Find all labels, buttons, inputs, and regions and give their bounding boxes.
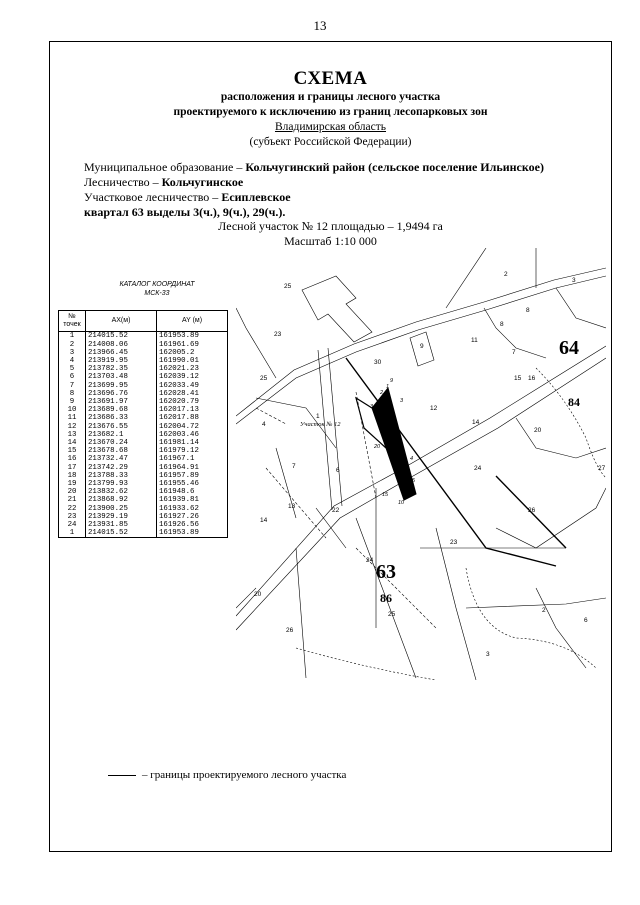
point-number-cell: 2 [59,341,86,349]
subdivision-line-k [516,418,606,458]
point-label: 15 [382,492,389,498]
building-1 [302,276,372,342]
header-ax: AX(м) [86,311,157,332]
coordinate-row [59,521,228,529]
ax-cell: 213832.62 [86,488,157,496]
point-number-cell: 10 [59,406,86,414]
ax-cell: 214015.52 [86,332,157,341]
road-edge-upper [236,346,606,616]
point-number-cell: 5 [59,365,86,373]
coordinate-row [59,398,228,406]
subdivision-label: 11 [471,337,478,344]
coordinate-catalog [58,280,236,538]
ay-cell: 161979.12 [157,447,228,455]
subdivision-line-b [236,308,276,378]
subdivision-label: 1 [316,413,320,420]
subdivision-label: 6 [584,617,588,624]
subdivision-label: 20 [534,427,542,434]
municipality-line [84,160,544,175]
subdivision-label: 4 [262,421,266,428]
header-n-word: точек [63,321,81,329]
subdivision-label: 23 [274,331,282,338]
coordinate-row [59,455,228,463]
subdivision-line-j [496,488,606,548]
plot-label: Участок № 12 [300,421,341,428]
region-name: Владимирская область [274,121,387,133]
site-map [236,248,606,680]
district-label: Участковое лесничество – [84,190,222,204]
point-number-cell: 18 [59,472,86,480]
subdivision-line-l [536,588,586,668]
subdivision-line-i [466,598,606,608]
catalog-title-line-1: КАТАЛОГ КООРДИНАТ [119,281,195,288]
coordinate-row [59,390,228,398]
subdivision-label: 22 [332,507,340,514]
subdivision-label: 25 [388,611,396,618]
legend-text: – границы проектируемого лесного участка [142,769,347,781]
region-note: (субъект Российской Федерации) [249,136,412,148]
point-label: 9 [390,378,394,384]
coordinate-row [59,472,228,480]
ay-cell: 161964.91 [157,464,228,472]
subdivision-label: 26 [286,627,294,634]
point-number-cell: 7 [59,382,86,390]
subdivision-label: 13 [288,503,296,510]
coordinate-row [59,349,228,357]
coordinate-row [59,341,228,349]
ax-cell: 213689.68 [86,406,157,414]
ax-cell: 213696.76 [86,390,157,398]
page-number: 13 [313,18,327,33]
point-number-cell: 21 [59,496,86,504]
ay-cell: 161967.1 [157,455,228,463]
subdivision-label: 8 [500,321,504,328]
subdivision-label: 2 [504,271,508,278]
point-label: 10 [398,500,405,506]
point-number-cell: 11 [59,414,86,422]
point-number-cell: 17 [59,464,86,472]
quarter-number-84: 84 [568,395,580,409]
ay-cell: 161939.81 [157,496,228,504]
ay-cell: 162020.79 [157,398,228,406]
point-number-cell: 12 [59,423,86,431]
subdivision-line-g [236,548,306,678]
coordinate-row [59,488,228,496]
subdivision-label: 9 [420,343,424,350]
header-ay: AY (м) [157,311,228,332]
quarter-number-86: 86 [380,591,392,605]
point-number-cell: 6 [59,373,86,381]
point-number-cell: 8 [59,390,86,398]
ay-cell: 162005.2 [157,349,228,357]
road-edge-lower [236,358,606,630]
subdivision-line-h [436,528,476,680]
legend-boundary-line [108,775,136,776]
subdivision-label: 24 [366,557,374,564]
ax-cell: 213732.47 [86,455,157,463]
ay-cell: 161933.62 [157,505,228,513]
subdivision-label: 3 [486,651,490,658]
subdivision-label: 25 [284,283,292,290]
ax-cell: 213703.48 [86,373,157,381]
ax-cell: 213742.29 [86,464,157,472]
forestry-value: Кольчугинское [161,175,244,189]
coordinate-table [58,310,228,538]
ay-cell: 161953.89 [157,332,228,341]
point-label: 20 [374,444,381,450]
ay-cell: 162003.46 [157,431,228,439]
ay-cell: 161990.01 [157,357,228,365]
district-value: Есиплевское [221,190,291,204]
road-cross-left [318,350,332,510]
coordinate-row [59,406,228,414]
point-number-cell: 1 [59,529,86,538]
ay-cell: 162021.23 [157,365,228,373]
coordinate-row [59,382,228,390]
subdivision-label: 14 [260,517,268,524]
subdivision-label: 30 [374,359,382,366]
subdivision-label: 23 [450,539,458,546]
point-label: 5 [412,478,416,484]
coordinate-row [59,496,228,504]
district-line [84,190,291,205]
ax-cell: 214015.52 [86,529,157,538]
point-label: 4 [410,456,414,462]
coordinate-row [59,332,228,341]
coordinate-row [59,431,228,439]
point-number-cell: 9 [59,398,86,406]
scale-line: Масштаб 1:10 000 [284,234,377,248]
point-number-cell: 13 [59,431,86,439]
ax-cell: 213670.24 [86,439,157,447]
subdivision-line-e [536,248,606,328]
point-label: 3 [370,404,374,410]
ax-cell: 213931.85 [86,521,157,529]
ax-cell: 213919.95 [86,357,157,365]
legend [108,769,346,781]
subdivision-label: 3 [572,277,576,284]
ax-cell: 213676.55 [86,423,157,431]
ay-cell: 162004.72 [157,423,228,431]
subdivision-label: 16 [528,375,536,382]
subdivision-label: 2 [542,607,546,614]
coordinate-row [59,373,228,381]
subtitle-line-2: проектируемого к исключению из границ лесопарковых зон [173,106,488,118]
ax-cell: 213799.93 [86,480,157,488]
ay-cell: 162039.12 [157,373,228,381]
catalog-title [78,280,236,298]
subtitle-line-1: расположения и границы лесного участка [220,91,441,103]
ax-cell: 213900.25 [86,505,157,513]
coordinate-row [59,447,228,455]
ax-cell: 213868.92 [86,496,157,504]
document-title: СХЕМА [293,68,368,89]
quarter-line [84,205,285,220]
subdivision-label: 8 [526,307,530,314]
header-point-number [59,311,86,332]
ay-cell: 161926.56 [157,521,228,529]
subdivision-label: 6 [336,467,340,474]
point-number-cell: 24 [59,521,86,529]
ax-cell: 213788.33 [86,472,157,480]
quarter-value: квартал 63 выделы 3(ч.), 9(ч.), 29(ч.). [84,205,286,219]
ax-cell: 213691.97 [86,398,157,406]
quarter-boundary-main [346,358,556,566]
road-north-lower [236,276,606,424]
point-number-cell: 19 [59,480,86,488]
ay-cell: 162028.41 [157,390,228,398]
point-number-cell: 15 [59,447,86,455]
ax-cell: 213678.68 [86,447,157,455]
ay-cell: 161961.69 [157,341,228,349]
coordinate-row [59,439,228,447]
coordinate-row [59,357,228,365]
ay-cell: 161948.6 [157,488,228,496]
point-number-cell: 16 [59,455,86,463]
subdivision-label: 25 [260,375,268,382]
subdivision-label: 24 [474,465,482,472]
point-number-cell: 4 [59,357,86,365]
point-number-cell: 20 [59,488,86,496]
ax-cell: 213782.35 [86,365,157,373]
plot-line: Лесной участок № 12 площадью – 1,9494 га [218,219,443,233]
coordinate-row [59,480,228,488]
contour-2 [536,368,606,478]
coordinate-row [59,513,228,521]
subdivision-label: 27 [598,465,606,472]
hatched-line-4 [256,408,286,424]
header-n-symbol: № [68,313,76,320]
coordinate-row [59,423,228,431]
forestry-label: Лесничество – [84,175,162,189]
ax-cell: 213699.95 [86,382,157,390]
coordinate-row [59,365,228,373]
subdivision-label: 7 [292,463,296,470]
point-label: 3 [400,398,404,404]
coordinate-row [59,464,228,472]
subdivision-line-f [356,488,416,678]
subdivision-label: 26 [528,507,536,514]
ay-cell: 161981.14 [157,439,228,447]
hatched-line-2 [266,468,326,538]
ax-cell: 213966.45 [86,349,157,357]
ay-cell: 162017.88 [157,414,228,422]
subdivision-label: 7 [512,349,516,356]
point-number-cell: 1 [59,332,86,341]
quarter-number-64: 64 [559,337,579,359]
catalog-title-line-2: МСК-33 [144,290,170,297]
ax-cell: 213929.19 [86,513,157,521]
ay-cell: 161927.26 [157,513,228,521]
ay-cell: 162033.49 [157,382,228,390]
subdivision-label: 15 [514,375,522,382]
subdivision-label: 14 [472,419,480,426]
forestry-line [84,175,243,190]
municipality-label: Муниципальное образование – [84,160,246,174]
point-label: 2 [380,390,384,396]
ay-cell: 161953.89 [157,529,228,538]
ay-cell: 161955.46 [157,480,228,488]
point-label: 1 [386,384,390,390]
quarter-number-63: 63 [376,561,396,583]
point-number-cell: 23 [59,513,86,521]
ax-cell: 214008.06 [86,341,157,349]
subdivision-label: 12 [430,405,438,412]
point-number-cell: 14 [59,439,86,447]
subdivision-line-c [446,248,486,308]
point-number-cell: 22 [59,505,86,513]
coordinate-row [59,529,228,538]
point-number-cell: 3 [59,349,86,357]
coordinate-rows [59,332,228,538]
ay-cell: 162017.13 [157,406,228,414]
municipality-value: Кольчугинский район (сельское поселение Ильинское) [245,160,544,174]
ax-cell: 213682.1 [86,431,157,439]
subdivision-line-n [276,448,346,548]
coordinate-row [59,505,228,513]
ax-cell: 213686.33 [86,414,157,422]
subdivision-label: 20 [254,591,262,598]
ay-cell: 161957.89 [157,472,228,480]
coordinate-row [59,414,228,422]
